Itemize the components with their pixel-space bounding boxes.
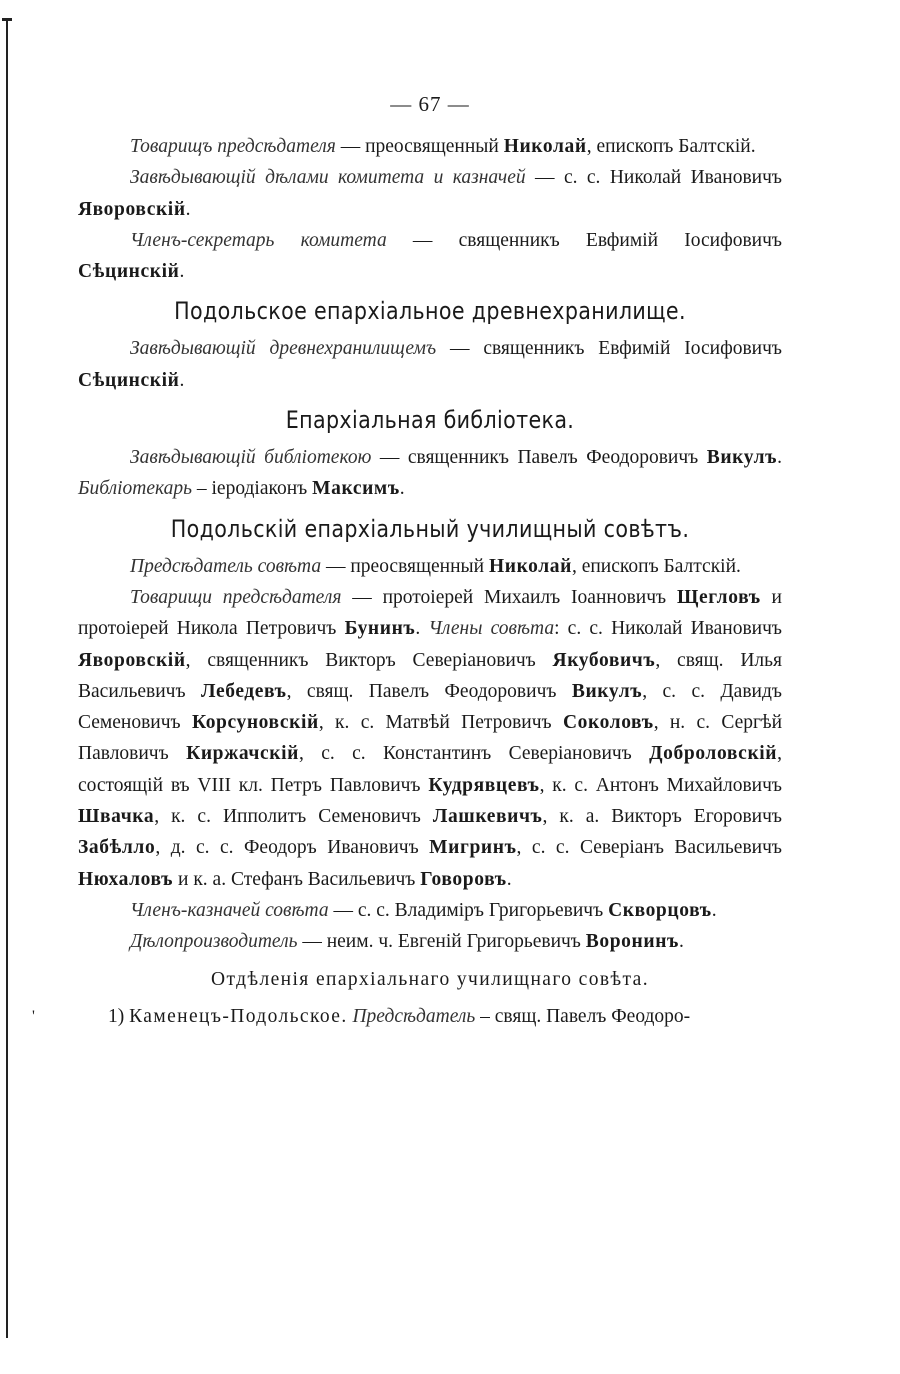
- paragraph-repository: Завѣдывающій древнехранилищемъ — священникъ Евфимій Іосифовичъ Сѣцинскій.: [78, 338, 782, 391]
- text-run: , епископъ Балтскій.: [571, 555, 741, 577]
- role-label: Товарищи предсѣдателя: [130, 586, 342, 608]
- person-name: Викулъ: [706, 447, 778, 469]
- text-run: — с. с. Владиміръ Григорьевичъ: [328, 899, 609, 921]
- role-label: Члены совѣта: [428, 618, 555, 640]
- paragraph-clerk: Дѣлопроизводитель — неим. ч. Евгеній Григорьевичъ Воронинъ.: [130, 931, 684, 953]
- role-label: Завѣдывающій дѣлами комитета и казначей: [130, 167, 526, 189]
- person-name: Бунинъ: [344, 618, 416, 640]
- person-name: Яворовскій: [78, 649, 186, 671]
- paragraph-library: Завѣдывающій библіотекою — священникъ Павелъ Феодоровичъ Викулъ. Библіотекарь – іеродіаконъ Максимъ.: [78, 447, 782, 500]
- text-run: , к. с. Ипполитъ Семеновичъ: [154, 806, 433, 828]
- role-label: Товарищъ предсѣдателя: [130, 136, 336, 157]
- role-label: Дѣлопроизводитель: [130, 931, 298, 953]
- person-name: Швачка: [78, 806, 155, 828]
- person-name: Лебедевъ: [200, 680, 287, 702]
- person-name: Скворцовъ: [608, 899, 712, 921]
- paragraph-secretary: Членъ-секретарь комитета — священникъ Евфимій Іосифовичъ Сѣцинскій.: [78, 229, 782, 283]
- person-name: Доброловскій: [649, 743, 778, 765]
- person-name: Якубовичъ: [552, 649, 656, 671]
- text-run: , свящ. Илья Васильевичъ: [78, 649, 782, 702]
- person-name: Николай: [503, 136, 587, 157]
- text-run: , к. а. Викторъ Егоровичъ: [542, 806, 783, 828]
- person-name: Киржачскій: [186, 743, 299, 765]
- text-run: , священникъ Викторъ Северіановичъ: [185, 649, 553, 671]
- text-run: — священникъ Павелъ Феодоровичъ: [371, 447, 707, 469]
- role-label: Предсѣдатель: [352, 1005, 476, 1027]
- text-run: — с. с. Николай Ивановичъ: [525, 167, 782, 189]
- section-heading-council: Подольскій епархіальный училищный совѣтъ.: [170, 514, 690, 543]
- text-run: — протоіерей Михаилъ Іоанновичъ: [341, 586, 677, 608]
- paragraph-council-chair: [78, 551, 782, 582]
- subheading-branches: Отдѣленія епархіальнаго училищнаго совѣта.: [211, 968, 649, 990]
- person-name: Викулъ: [571, 680, 643, 702]
- stray-mark: ': [32, 1008, 35, 1025]
- paragraph-manager: Завѣдывающій дѣлами комитета и казначей — с. с. Николай Ивановичъ Яворовскій.: [78, 167, 782, 220]
- branch-name: Каменецъ-Подольское.: [129, 1005, 348, 1027]
- text-run: – свящ. Павелъ Феодоро-: [475, 1005, 691, 1027]
- text-run: , епископъ Балтскій.: [586, 136, 756, 157]
- person-name: Забѣлло: [78, 837, 156, 859]
- role-label: Членъ-секретарь комитета: [130, 229, 387, 251]
- person-name: Корсуновскій: [191, 712, 319, 734]
- text-run: , с. с. Константинъ Северіановичъ: [298, 743, 650, 765]
- text-run: , свящ. Павелъ Феодоровичъ: [286, 680, 572, 702]
- page-number: — 67 —: [390, 92, 470, 116]
- text-run: — неим. ч. Евгеній Григорьевичъ: [297, 931, 586, 953]
- person-name: Щегловъ: [676, 586, 761, 608]
- section-heading-repository: Подольское епархіальное древнехранилище.: [174, 297, 686, 326]
- page-edge-tick: [2, 18, 12, 21]
- text-run: , состоящій въ VIII кл. Петръ Павловичъ: [78, 743, 783, 796]
- person-name: Лашкевичъ: [432, 806, 543, 828]
- text-run: и к. а. Стефанъ Васильевичъ: [173, 868, 421, 890]
- text-run: , к. с. Матвѣй Петровичъ: [318, 712, 563, 734]
- person-name: Сѣцинскій: [78, 369, 180, 391]
- role-label: Библіотекарь: [78, 478, 192, 500]
- person-name: Говоровъ: [420, 868, 507, 890]
- text-run: , д. с. с. Феодоръ Ивановичъ: [155, 837, 430, 859]
- person-name: Воронинъ: [585, 931, 680, 953]
- person-name: Сѣцинскій: [78, 261, 180, 283]
- text-run: — преосвященный: [321, 555, 489, 577]
- paragraph-council-members: Товарищи предсѣдателя — протоіерей Михаилъ Іоанновичъ Щегловъ и протоіерей Никола Петровичъ Бунинъ. Члены совѣта: с. с. Николай Ивановичъ Яворовскій, священникъ Викторъ Северіановичъ Якубовичъ, свящ. Илья Васильевичъ Лебедевъ, свящ. Павелъ Феодоровичъ Викулъ, с. с. Давидъ Семеновичъ Корсуновскій, к. с. Матвѣй Петровичъ Соколовъ, н. с. Сергѣй Павловичъ Киржачскій, с. с. Константинъ Северіановичъ Доброловскій, состоящій въ VIII кл. Петръ Павловичъ Кудрявцевъ, к. с. Антонъ Михайловичъ Швачка, к. с. Ипполитъ Семеновичъ Лашкевичъ, к. а. Викторъ Егоровичъ Забѣлло, д. с. с. Феодоръ Ивановичъ Мигринъ, с. с. Северіанъ Васильевичъ Нюхаловъ и к. а. Стефанъ Васильевичъ Говоровъ.: [78, 586, 783, 890]
- person-name: Соколовъ: [562, 712, 654, 734]
- text-run: , н. с. Сергѣй Павловичъ: [78, 712, 783, 765]
- person-name: Кудрявцевъ: [428, 774, 540, 796]
- text-run: , с. с. Северіанъ Васильевичъ: [516, 837, 782, 859]
- text-run: , к. с. Антонъ Михайловичъ: [539, 774, 782, 796]
- document-page: [78, 92, 782, 1032]
- text-run: — священникъ Евфимій Іосифовичъ: [386, 229, 782, 251]
- person-name: Мигринъ: [429, 837, 517, 859]
- page-edge-line: [6, 18, 8, 1338]
- paragraph-branch-1: [78, 1001, 782, 1032]
- person-name: Яворовскій: [78, 198, 186, 220]
- text-run: – іеродіаконъ: [192, 478, 313, 500]
- paragraph-deputy-chair: [78, 131, 782, 162]
- text-run: и протоіерей Никола Петровичъ: [78, 586, 782, 640]
- role-label: Членъ-казначей совѣта: [130, 899, 329, 921]
- text-run: : с. с. Николай Ивановичъ: [554, 618, 783, 640]
- role-label: Завѣдывающій библіотекою: [130, 447, 372, 469]
- text-run: — преосвященный: [335, 136, 504, 157]
- enum-number: 1): [108, 1005, 130, 1027]
- person-name: Максимъ: [312, 478, 400, 500]
- role-label: Завѣдывающій древнехранилищемъ: [130, 338, 437, 360]
- person-name: Нюхаловъ: [78, 868, 174, 890]
- text-run: , с. с. Давидъ Семеновичъ: [78, 680, 782, 734]
- section-heading-library: Епархіальная библіотека.: [285, 406, 575, 435]
- role-label: Предсѣдатель совѣта: [130, 555, 322, 577]
- text-run: — священникъ Евфимій Іосифовичъ: [436, 338, 782, 360]
- paragraph-treasurer: Членъ-казначей совѣта — с. с. Владиміръ Григорьевичъ Скворцовъ.: [130, 899, 717, 921]
- person-name: Николай: [488, 555, 572, 577]
